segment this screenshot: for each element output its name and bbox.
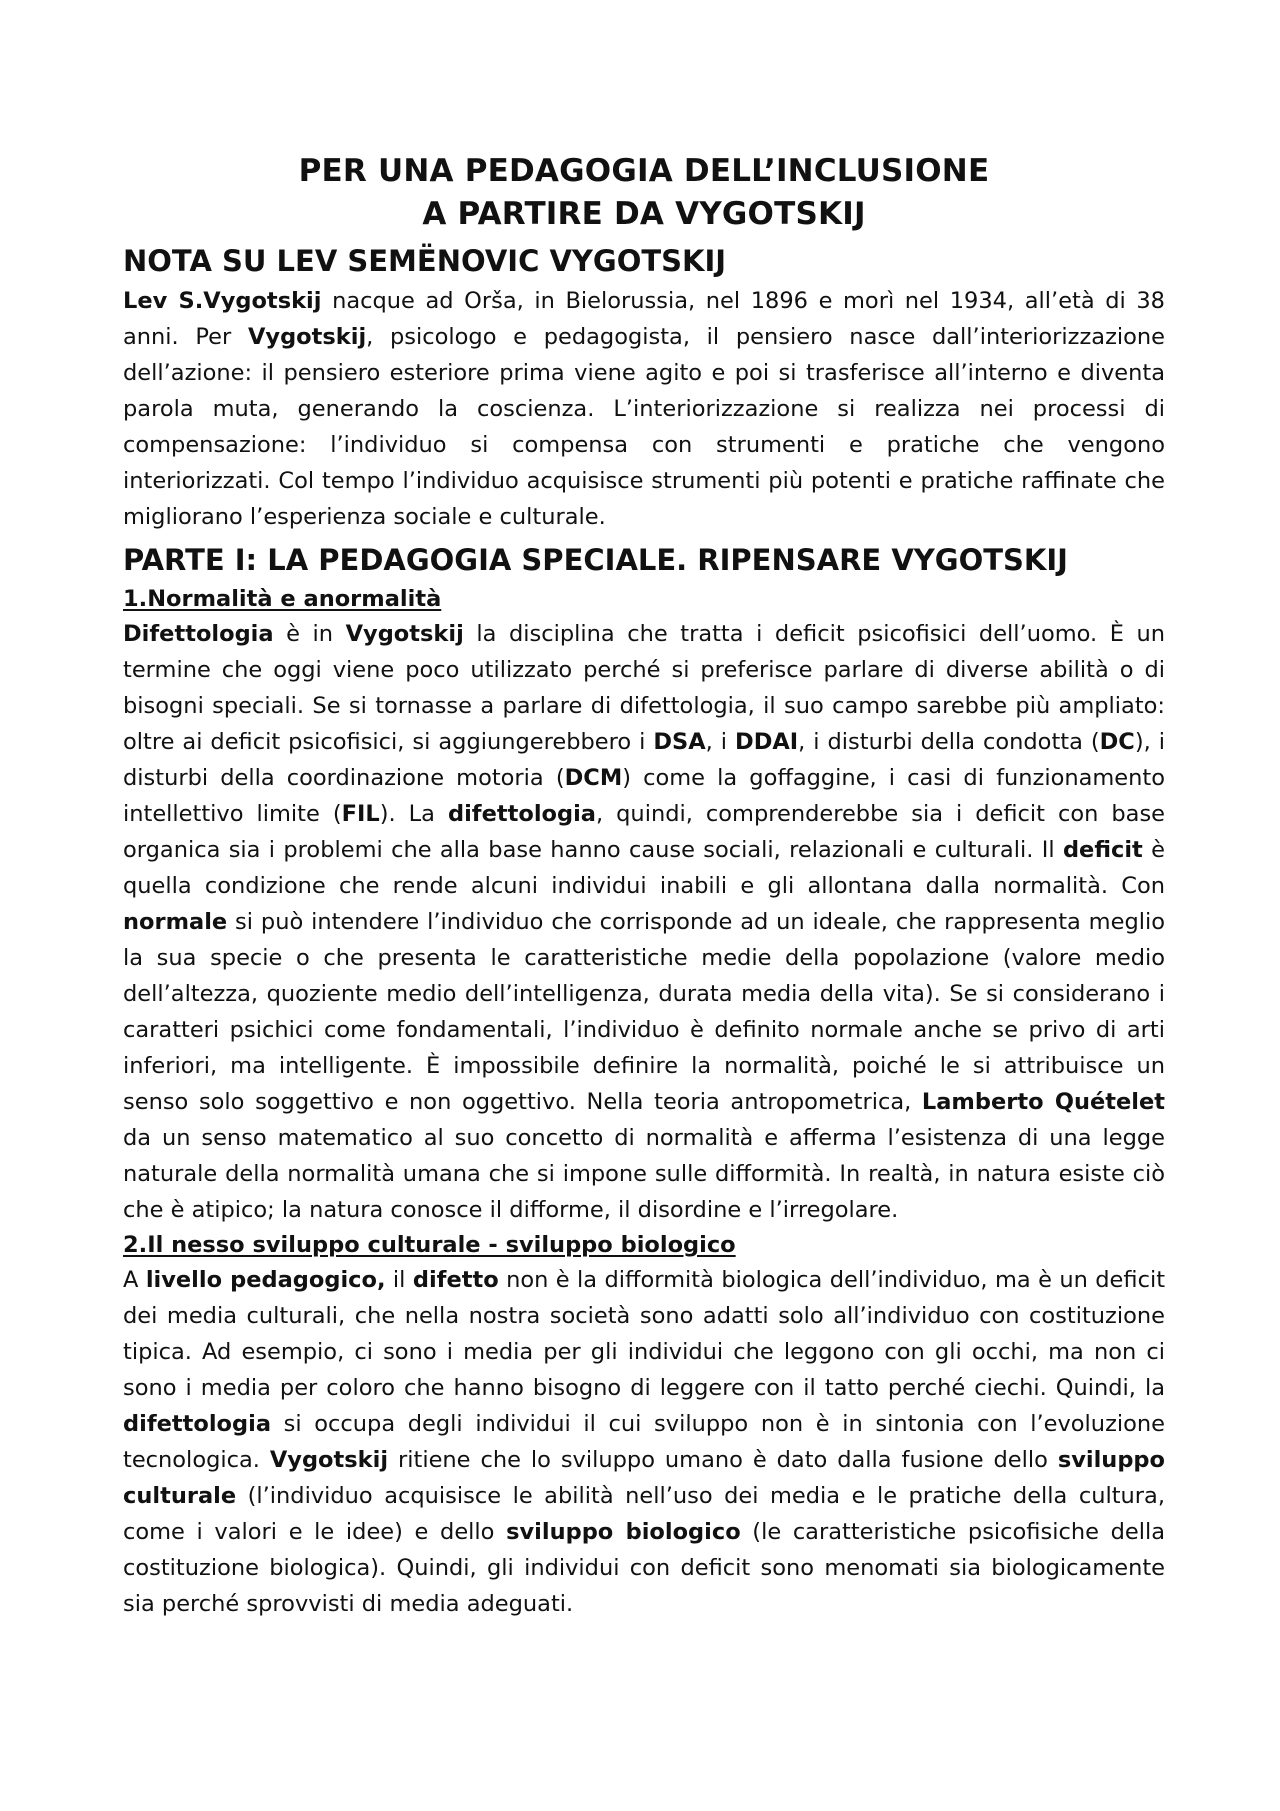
text-run: (le caratteristiche psicofisiche della costituzione biologica). Quindi, gli individui con deficit sono menomati sia biologicamente sia perché sprovvisti di media adeguati. [123,1519,1165,1617]
text-run: A [123,1267,146,1293]
bold-term: Vygotskij [247,324,367,350]
bold-term: difettologia [447,801,596,827]
bold-term: deficit [1062,837,1143,863]
text-run: si occupa degli individui il cui sviluppo non è in sintonia con l’evoluzione tecnologica. [123,1411,1165,1473]
bold-term: DC [1099,729,1135,755]
bold-term: sviluppo culturale [123,1447,1165,1509]
document-title-line-1: PER UNA PEDAGOGIA DELL’INCLUSIONE [298,153,990,189]
text-run: da un senso matematico al suo concetto di normalità e afferma l’esistenza di una legge naturale della normalità umana che si impone sulle difformità. In realtà, in natura esiste ciò che è atipico; la natura conosce il difforme, il disordine e l’irregolare. [123,1125,1165,1223]
bold-term: DDAI [735,729,799,755]
bold-term: FIL [341,801,380,827]
text-run: nacque ad Orša, in Bielorussia, nel 1896 e morì nel 1934, all’età di 38 anni. Per [123,288,1165,350]
text-run: ritiene che lo sviluppo umano è dato dalla fusione dello [388,1447,1058,1473]
paragraph-nota [123,283,1165,535]
paragraph-nesso-sviluppo [123,1262,1165,1622]
text-run: ). La [379,801,448,827]
bold-term: Vygotskij [269,1447,389,1473]
subheading-normalita: 1.Normalità e anormalità [123,586,442,612]
section-heading-parte-1: PARTE I: LA PEDAGOGIA SPECIALE. RIPENSARE VYGOTSKIJ [123,543,1068,577]
bold-term: Difettologia [123,621,274,647]
bold-term: difettologia [123,1411,272,1437]
section-heading-nota: NOTA SU LEV SEMËNOVIC VYGOTSKIJ [123,244,727,278]
text-run: la disciplina che tratta i deficit psicofisici dell’uomo. È un termine che oggi viene poco utilizzato perché si preferisce parlare di diverse abilità o di bisogni speciali. Se si tornasse a parlare di difettologia, il suo campo sarebbe più ampliato: oltre ai deficit psicofisici, si aggiungerebbero i [123,621,1166,755]
bold-term: livello pedagogico, [145,1267,386,1293]
document-page [123,150,1165,1622]
bold-term: Lev S.Vygotskij [123,288,322,314]
text-run: , quindi, comprenderebbe sia i deficit con base organica sia i problemi che alla base hanno cause sociali, relazionali e culturali. Il [123,801,1166,863]
bold-term: Vygotskij [345,621,464,647]
text-run: è in [273,621,346,647]
bold-term: DSA [653,729,706,755]
text-run: ), i disturbi della coordinazione motoria ( [123,729,1165,791]
text-run: è quella condizione che rende alcuni individui inabili e gli allontana dalla normalità. Con [123,837,1165,899]
bold-term: sviluppo biologico [506,1519,741,1545]
bold-term: difetto [412,1267,499,1293]
text-run: , i disturbi della condotta ( [798,729,1100,755]
paragraph-normalita [123,616,1165,1228]
text-run: ) come la goffaggine, i casi di funzionamento intellettivo limite ( [123,765,1165,827]
text-run: non è la difformità biologica dell’individuo, ma è un deficit dei media culturali, che nella nostra società sono adatti solo all’individuo con costituzione tipica. Ad esempio, ci sono i media per gli individui che leggono con gli occhi, ma non ci sono i media per coloro che hanno bisogno di leggere con il tatto perché ciechi. Quindi, la [123,1267,1166,1401]
bold-term: DCM [564,765,623,791]
text-run: , psicologo e pedagogista, il pensiero nasce dall’interiorizzazione dell’azione: il pensiero esteriore prima viene agito e poi si trasferisce all’interno e diventa parola muta, generando la coscienza. L’interiorizzazione si realizza nei processi di compensazione: l’individuo si compensa con strumenti e pratiche che vengono interiorizzati. Col tempo l’individuo acquisisce strumenti più potenti e pratiche raffinate che migliorano l’esperienza sociale e culturale. [123,324,1165,530]
subheading-nesso-sviluppo: 2.Il nesso sviluppo culturale - sviluppo biologico [123,1232,736,1258]
text-run: (l’individuo acquisisce le abilità nell’uso dei media e le pratiche della cultura, come i valori e le idee) e dello [123,1483,1165,1545]
text-run: si può intendere l’individuo che corrisponde ad un ideale, che rappresenta meglio la sua specie o che presenta le caratteristiche medie della popolazione (valore medio dell’altezza, quoziente medio dell’intelligenza, durata media della vita). Se si considerano i caratteri psichici come fondamentali, l’individuo è definito normale anche se privo di arti inferiori, ma intelligente. È impossibile definire la normalità, poiché le si attribuisce un senso solo soggettivo e non oggettivo. Nella teoria antropometrica, [123,909,1165,1115]
bold-term: normale [123,909,228,935]
bold-term: Lamberto Quételet [921,1089,1165,1115]
text-run: il [385,1267,413,1293]
document-title-line-2: A PARTIRE DA VYGOTSKIJ [422,196,866,232]
text-run: , i [705,729,736,755]
